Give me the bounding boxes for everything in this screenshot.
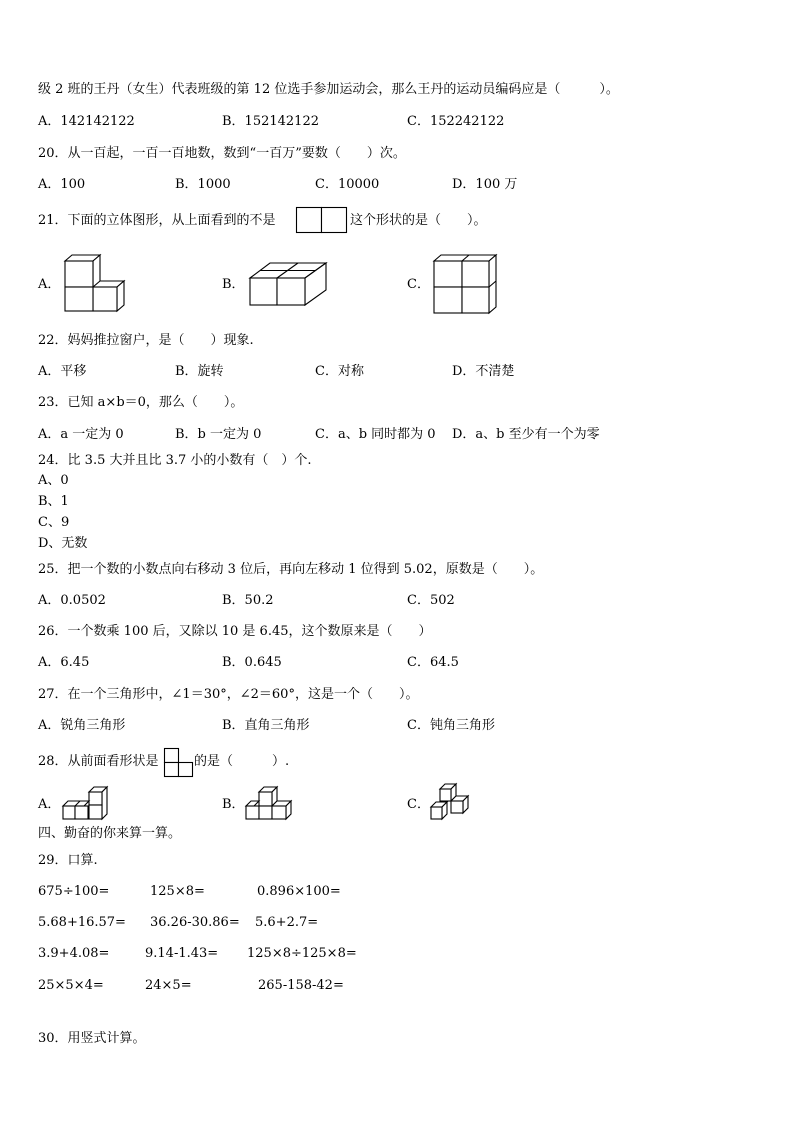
- q28-option-a-cubes-icon: [62, 786, 110, 820]
- q26-option-b[interactable]: B．0.645: [222, 655, 282, 670]
- q21-stem-before: 21．下面的立体图形，从上面看到的不是: [38, 213, 276, 228]
- q24-option-a[interactable]: A、0: [38, 473, 69, 488]
- q23-option-a[interactable]: A．a 一定为 0: [38, 427, 124, 442]
- q22-option-c[interactable]: C．对称: [315, 364, 364, 379]
- q24-option-d[interactable]: D、无数: [38, 536, 88, 551]
- q21-option-a-cubes-icon: [64, 254, 128, 314]
- q25-option-b[interactable]: B．50.2: [222, 593, 274, 608]
- q29-expr-r3c1: 3.9+4.08=: [38, 946, 110, 961]
- q23-option-c[interactable]: C．a、b 同时都为 0: [315, 427, 436, 442]
- section-4-title: 四、勤奋的你来算一算。: [38, 826, 182, 841]
- q25-option-a[interactable]: A．0.0502: [38, 593, 106, 608]
- q27-option-a[interactable]: A．锐角三角形: [38, 718, 126, 733]
- q28-option-c-label[interactable]: C．: [407, 797, 430, 812]
- q24-option-c[interactable]: C、9: [38, 515, 70, 530]
- q22-option-a[interactable]: A．平移: [38, 364, 87, 379]
- q29-expr-r1c1: 675÷100=: [38, 884, 110, 899]
- q28-front-view-figure: [164, 748, 194, 778]
- q21-option-a-label[interactable]: A．: [38, 277, 61, 292]
- q29-expr-r2c2: 36.26-30.86=: [150, 915, 240, 930]
- q19-option-a[interactable]: A．142142122: [38, 114, 135, 129]
- q20-stem: 20．从一百起，一百一百地数，数到“一百万”要数（ ）次。: [38, 146, 406, 161]
- q21-option-c-label[interactable]: C．: [407, 277, 430, 292]
- q28-option-b-label[interactable]: B．: [222, 797, 245, 812]
- q28-stem-after: 的是（ ）.: [194, 754, 290, 769]
- q26-option-c[interactable]: C．64.5: [407, 655, 459, 670]
- q21-stem-after: 这个形状的是（ ）。: [350, 213, 487, 228]
- q22-option-b[interactable]: B．旋转: [175, 364, 224, 379]
- q29-expr-r3c2: 9.14-1.43=: [145, 946, 219, 961]
- q28-option-b-cubes-icon: [245, 786, 295, 820]
- q21-option-c-cubes-icon: [433, 254, 499, 316]
- q24-stem: 24．比 3.5 大并且比 3.7 小的小数有（ ）个.: [38, 453, 312, 468]
- q27-stem: 27．在一个三角形中，∠1＝30°，∠2＝60°，这是一个（ ）。: [38, 687, 419, 702]
- q29-expr-r2c1: 5.68+16.57=: [38, 915, 126, 930]
- q29-stem: 29．口算.: [38, 853, 98, 868]
- q26-stem: 26．一个数乘 100 后，又除以 10 是 6.45，这个数原来是（ ）: [38, 624, 432, 639]
- q21-option-b-label[interactable]: B．: [222, 277, 245, 292]
- q19-stem: 级 2 班的王丹（女生）代表班级的第 12 位选手参加运动会，那么王丹的运动员编码应是（ ）。: [38, 82, 619, 97]
- q28-option-c-cubes-icon: [430, 783, 472, 823]
- q28-option-a-label[interactable]: A．: [38, 797, 61, 812]
- q29-expr-r1c2: 125×8=: [150, 884, 205, 899]
- q20-option-a[interactable]: A．100: [38, 177, 86, 192]
- q20-option-d[interactable]: D．100 万: [452, 177, 518, 192]
- q23-option-b[interactable]: B．b 一定为 0: [175, 427, 262, 442]
- q20-option-c[interactable]: C．10000: [315, 177, 380, 192]
- q23-option-d[interactable]: D．a、b 至少有一个为零: [452, 427, 600, 442]
- q29-expr-r1c3: 0.896×100=: [257, 884, 341, 899]
- q29-expr-r4c3: 265-158-42=: [258, 978, 344, 993]
- q21-option-b-cubes-icon: [249, 262, 329, 308]
- q29-expr-r3c3: 125×8÷125×8=: [247, 946, 357, 961]
- q22-option-d[interactable]: D．不清楚: [452, 364, 515, 379]
- q19-option-c[interactable]: C．152242122: [407, 114, 505, 129]
- q28-stem-before: 28．从前面看形状是: [38, 754, 159, 769]
- q19-option-b[interactable]: B．152142122: [222, 114, 319, 129]
- q27-option-b[interactable]: B．直角三角形: [222, 718, 310, 733]
- q27-option-c[interactable]: C．钝角三角形: [407, 718, 495, 733]
- q29-expr-r2c3: 5.6+2.7=: [255, 915, 319, 930]
- q29-expr-r4c2: 24×5=: [145, 978, 192, 993]
- q20-option-b[interactable]: B．1000: [175, 177, 231, 192]
- q29-expr-r4c1: 25×5×4=: [38, 978, 104, 993]
- q30-stem: 30．用竖式计算。: [38, 1031, 146, 1046]
- q22-stem: 22．妈妈推拉窗户，是（ ）现象.: [38, 333, 254, 348]
- q23-stem: 23．已知 a×b＝0，那么（ ）。: [38, 395, 244, 410]
- q21-two-square-figure: [296, 207, 348, 233]
- q25-option-c[interactable]: C．502: [407, 593, 455, 608]
- q25-stem: 25．把一个数的小数点向右移动 3 位后，再向左移动 1 位得到 5.02，原数是（ ）。: [38, 562, 544, 577]
- q26-option-a[interactable]: A．6.45: [38, 655, 90, 670]
- q24-option-b[interactable]: B、1: [38, 494, 69, 509]
